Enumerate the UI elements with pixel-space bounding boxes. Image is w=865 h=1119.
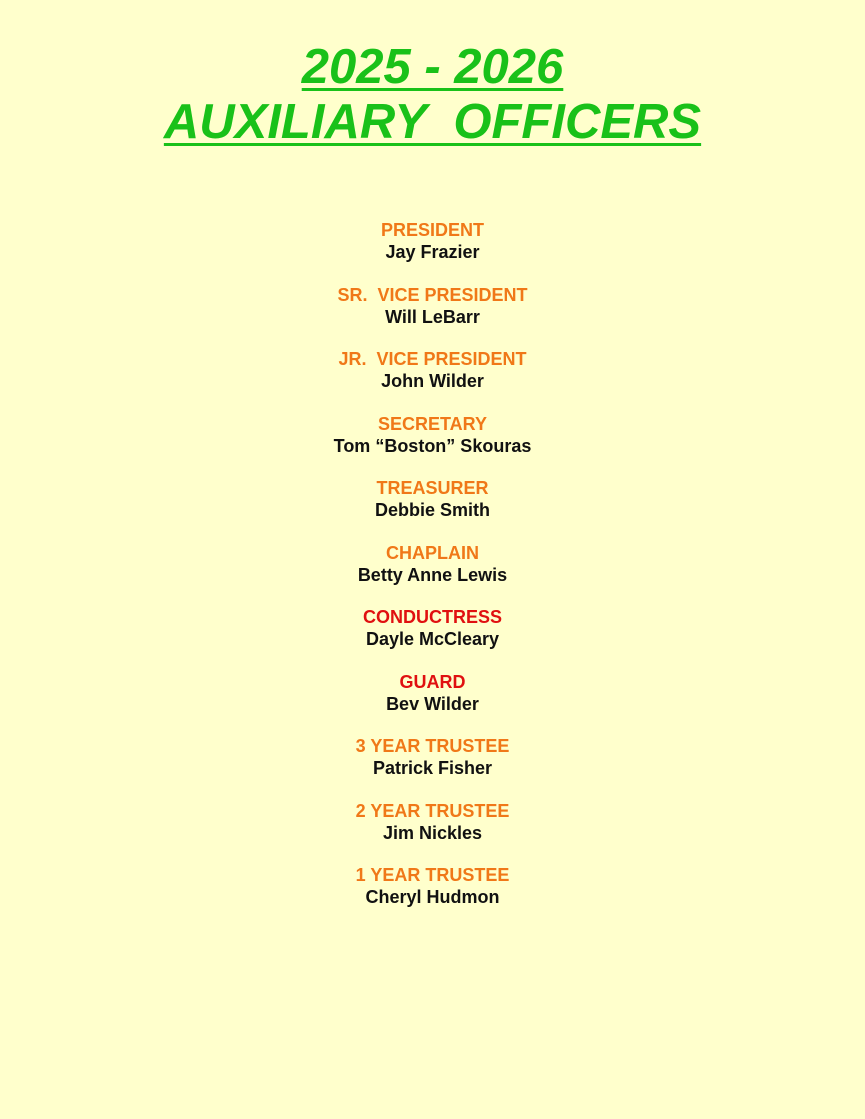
title-heading-text: AUXILIARY OFFICERS [163,95,702,149]
officer-name: Patrick Fisher [372,758,493,778]
officer-name: Jim Nickles [382,822,483,843]
officer-role: GUARD [399,671,466,692]
officer-name: John Wilder [381,371,484,391]
officer-2-year-trustee [0,800,865,865]
officer-jr-vice-president [0,348,865,413]
officer-chaplain [0,542,865,607]
officer-role: 3 YEAR TRUSTEE [355,736,510,756]
title-years [0,40,865,95]
officer-name: Jay Frazier [385,242,480,262]
officer-role: CHAPLAIN [386,542,479,563]
officer-3-year-trustee [0,735,865,800]
officer-name: Betty Anne Lewis [357,564,508,585]
title-heading [0,95,865,150]
officer-name: Tom “Boston” Skouras [333,435,532,456]
officer-role: CONDUCTRESS [362,607,502,627]
officer-president [0,219,865,284]
officer-treasurer [0,477,865,542]
officer-list [0,219,865,929]
officer-name: Debbie Smith [374,500,490,520]
officer-name: Dayle McCleary [365,629,500,649]
officer-secretary [0,413,865,478]
officer-role: 1 YEAR TRUSTEE [355,865,510,885]
title-years-text: 2025 - 2026 [301,40,564,94]
officer-guard [0,671,865,736]
officer-role: PRESIDENT [380,220,485,240]
officer-sr-vice-president [0,284,865,349]
page-title [0,40,865,150]
officer-role: SECRETARY [377,413,487,434]
officer-role: 2 YEAR TRUSTEE [355,800,510,821]
officer-conductress [0,606,865,671]
officer-role: JR. VICE PRESIDENT [338,349,527,369]
officer-role: SR. VICE PRESIDENT [337,284,528,305]
officer-role: TREASURER [376,478,489,498]
officer-name: Will LeBarr [385,306,480,327]
officer-name: Cheryl Hudmon [365,887,500,907]
officer-1-year-trustee [0,864,865,929]
officer-name: Bev Wilder [386,693,479,714]
